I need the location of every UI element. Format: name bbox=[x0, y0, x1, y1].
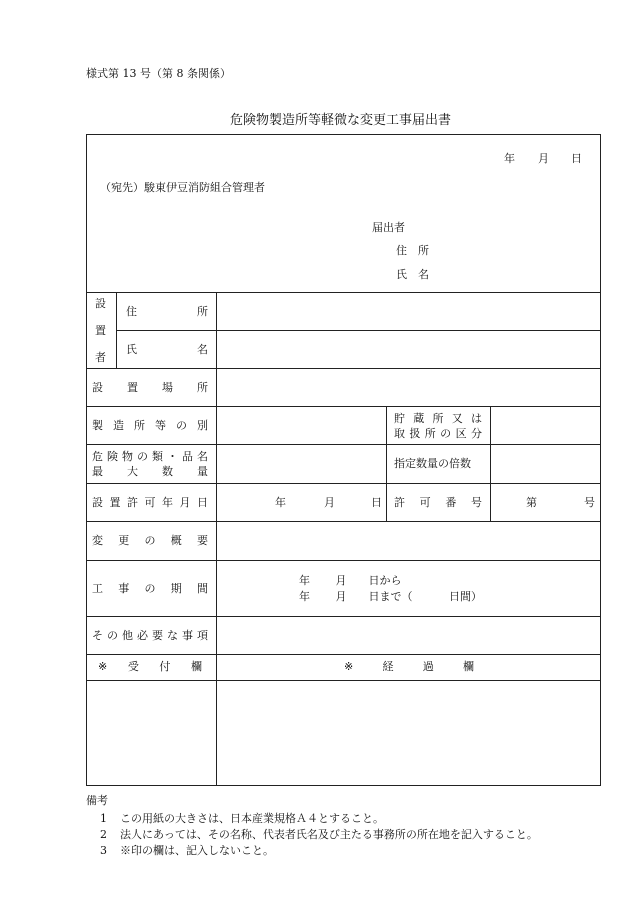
period-from: 年 月 日から bbox=[299, 574, 402, 587]
addressee: （宛先）駿東伊豆消防組合管理者 bbox=[100, 181, 265, 194]
form-number: 様式第 13 号（第 8 条関係） bbox=[86, 67, 231, 80]
note-text: この用紙の大きさは、日本産業規格Ａ４とすること。 bbox=[120, 812, 384, 825]
hazmat-label-line1: 危 険 物 の 類 ・ 品 名 bbox=[92, 450, 208, 463]
permit-number-suffix: 号 bbox=[584, 496, 595, 509]
date-day-label: 日 bbox=[571, 152, 582, 165]
installer-address-label: 住 所 bbox=[126, 305, 208, 318]
hazmat-label-line2: 最 大 数 量 bbox=[92, 465, 208, 478]
row-rule bbox=[116, 330, 601, 331]
note-number: 1 bbox=[100, 812, 107, 825]
row-rule bbox=[86, 292, 601, 293]
column-rule bbox=[490, 406, 491, 521]
note-number: 3 bbox=[100, 844, 107, 857]
notifier-address-label: 住 所 bbox=[396, 244, 429, 257]
row-rule bbox=[86, 368, 601, 369]
column-rule bbox=[216, 292, 217, 786]
row-rule bbox=[86, 521, 601, 522]
note-number: 2 bbox=[100, 828, 107, 841]
column-rule bbox=[116, 292, 117, 368]
row-rule bbox=[86, 406, 601, 407]
notifier-label: 届出者 bbox=[372, 221, 405, 234]
permit-date-label: 設 置 許 可 年 月 日 bbox=[92, 496, 208, 509]
note-text: ※印の欄は、記入しないこと。 bbox=[120, 844, 274, 857]
progress-label: ※ 経 過 欄 bbox=[344, 660, 474, 673]
permit-date-day: 日 bbox=[371, 496, 382, 509]
multiple-label: 指定数量の倍数 bbox=[394, 457, 471, 470]
notifier-name-label: 氏 名 bbox=[396, 268, 429, 281]
installer-char: 設 bbox=[95, 297, 106, 310]
installer-name-label: 氏 名 bbox=[126, 343, 208, 356]
installer-char: 者 bbox=[95, 351, 106, 364]
permit-number-prefix: 第 bbox=[526, 496, 537, 509]
row-rule bbox=[86, 654, 601, 655]
row-rule bbox=[86, 444, 601, 445]
column-rule bbox=[386, 406, 387, 521]
reception-label: ※ 受 付 欄 bbox=[98, 660, 202, 673]
facility-type-label: 製 造 所 等 の 別 bbox=[92, 419, 208, 432]
date-month-label: 月 bbox=[538, 152, 549, 165]
document-title: 危険物製造所等軽微な変更工事届出書 bbox=[230, 113, 452, 128]
summary-label: 変 更 の 概 要 bbox=[92, 534, 208, 547]
permit-date-year: 年 bbox=[275, 496, 286, 509]
permit-number-label: 許 可 番 号 bbox=[394, 496, 482, 509]
date-year-label: 年 bbox=[504, 152, 515, 165]
row-rule bbox=[86, 680, 601, 681]
storage-type-label-line2: 取 扱 所 の 区 分 bbox=[394, 427, 482, 440]
period-to: 年 月 日まで（ 日間） bbox=[299, 590, 482, 603]
other-label: そ の 他 必 要 な 事 項 bbox=[92, 629, 208, 642]
location-label: 設 置 場 所 bbox=[92, 381, 208, 394]
installer-char: 置 bbox=[95, 324, 106, 337]
row-rule bbox=[86, 616, 601, 617]
storage-type-label-line1: 貯 蔵 所 又 は bbox=[394, 412, 482, 425]
permit-date-month: 月 bbox=[324, 496, 335, 509]
row-rule bbox=[86, 560, 601, 561]
row-rule bbox=[86, 483, 601, 484]
note-text: 法人にあっては、その名称、代表者氏名及び主たる事務所の所在地を記入すること。 bbox=[120, 828, 538, 841]
period-label: 工 事 の 期 間 bbox=[92, 582, 208, 595]
notes-heading: 備考 bbox=[86, 794, 108, 807]
